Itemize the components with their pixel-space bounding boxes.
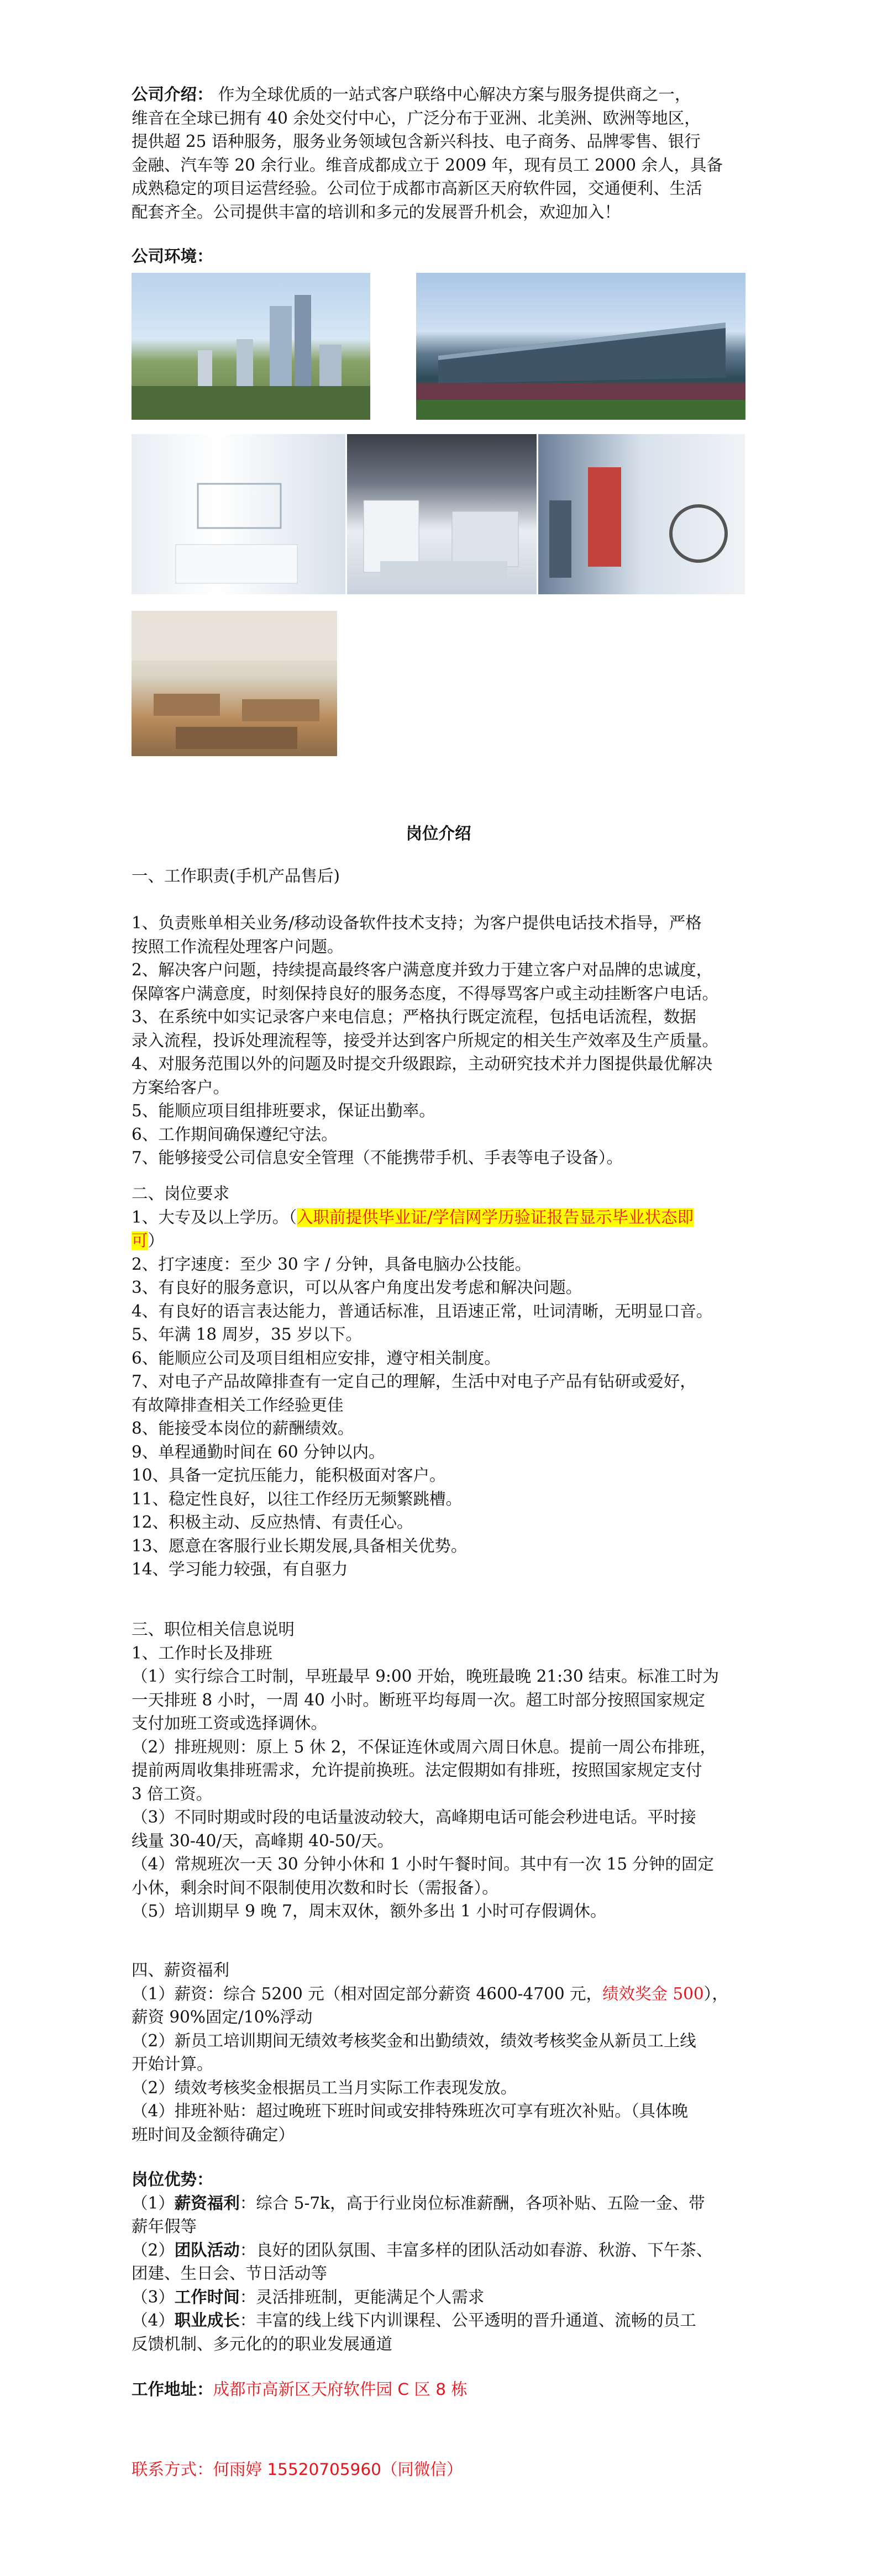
office-room-photo: [347, 434, 537, 594]
section-requirements: 二、岗位要求 1、大专及以上学历。（入职前提供毕业证/学信网学历验证报告显示毕业状态即 可） 2、打字速度：至少 30 字 / 分钟，具备电脑办公技能。 3、有良好的服务意识，可以从客户角度出发考虑和解决问题。 4、有良好的语言表达能力，普通话标准，且语速正常，吐词清晰，无明显口音。 5、年满 18 周岁，35 岁以下。 6、能顺应公司及项目组相应安排，遵守相关制度。 7、对电子产品故障排查有一定自己的理解，生活中对电子产品有钻研或爱好， 有故障排查相关工作经验更佳 8、能接受本岗位的薪酬绩效。 9、单程通勤时间在 60 分钟以内。 10、具备一定抗压能力，能积极面对客户。 11、稳定性良好，以往工作经历无频繁跳槽。 12、积极主动、反应热情、有责任心。 13、愿意在客服行业长期发展,具备相关优势。 14、学习能力较强，有自驱力: [132, 1182, 745, 1581]
contact-phone: 15520705960: [262, 2460, 381, 2479]
address-value: 成都市高新区天府软件园 C 区 8 栋: [213, 2380, 468, 2399]
section-salary: 四、薪资福利 （1）薪资：综合 5200 元（相对固定部分薪资 4600-4700 元，绩效奖金 500）， 薪资 90%固定/10%浮动 （2）新员工培训期间无绩效考核奖金和出勤绩效，绩效考核奖金从新员工上线 开始计算。 （2）绩效考核奖金根据员工当月实际工作表现发放。 （4）排班补贴：超过晚班下班时间或安排特殊班次可享有班次补贴。（具体晚 班时间及金额待确定）: [132, 1959, 745, 2146]
glass-building-photo: [416, 273, 745, 420]
vxi-lobby-photo: [132, 434, 345, 594]
post-title: 岗位介绍: [406, 824, 471, 843]
performance-bonus: 绩效奖金 500: [602, 1984, 704, 2003]
section-heading: 一、工作职责(手机产品售后): [132, 867, 340, 885]
company-intro: 公司介绍： 作为全球优质的一站式客户联络中心解决方案与服务提供商之一， 维音在全球已拥有 40 余处交付中心，广泛分布于亚洲、北美洲、欧洲等地区， 提供超 25 语种服务，服务业务领域包含新兴科技、电子商务、品牌零售、银行 金融、汽车等 20 余行业。维音成都成立于 2009 年，现有员工 2000 余人，具备 成熟稳定的项目运营经验。公司位于成都市高新区天府软件园，交通便利、生活 配套齐全。公司提供丰富的培训和多元的发展晋升机会，欢迎加入！: [132, 85, 723, 221]
gym-photo: [538, 434, 745, 594]
environment-label: 公司环境：: [132, 246, 213, 266]
section-heading: 四、薪资福利: [132, 1961, 230, 1979]
highlighted-requirement: 入职前提供毕业证/学信网学历验证报告显示毕业状态即: [297, 1207, 694, 1227]
section-heading: 岗位优势：: [132, 2169, 213, 2189]
section-advantages: 岗位优势： （1）薪资福利：综合 5-7k，高于行业岗位标准薪酬，各项补贴、五险一金、带 薪年假等 （2）团队活动：良好的团队氛围、丰富多样的团队活动如春游、秋游、下午茶、 团建、生日会、节日活动等 （3）工作时间：灵活排班制，更能满足个人需求 （4）职业成长：丰富的线上线下内训课程、公平透明的晋升通道、流畅的员工 反馈机制、多元化的的职业发展通道: [132, 2168, 745, 2356]
city-towers-photo: [132, 273, 370, 420]
contact-info: 联系方式：何雨婷 15520705960（同微信）: [132, 2460, 463, 2479]
section-job-info: 三、职位相关信息说明 1、工作时长及排班 （1）实行综合工时制，早班最早 9:00 开始，晚班最晚 21:30 结束。标准工时为 一天排班 8 小时，一周 40 小时。断班平均每周一次。超工时部分按照国家规定 支付加班工资或选择调休。 （2）排班规则：原上 5 休 2，不保证连休或周六周日休息。提前一周公布排班， 提前两周收集排班需求，允许提前换班。法定假期如有排班，按照国家规定支付 3 倍工资。 （3）不同时期或时段的电话量波动较大，高峰期电话可能会秒进电话。平时接 线量 30-40/天，高峰期 40-50/天。 （4）常规班次一天 30 分钟小休和 1 小时午餐时间。其中有一次 15 分钟的固定 小休，剩余时间不限制使用次数和时长（需报备）。 （5）培训期早 9 晚 7，周末双休，额外多出 1 小时可存假调休。: [132, 1618, 745, 1923]
contact-name: 何雨婷: [213, 2460, 262, 2479]
section-heading: 三、职位相关信息说明: [132, 1620, 295, 1639]
work-address: 工作地址：成都市高新区天府软件园 C 区 8 栋: [132, 2379, 468, 2399]
section-duties: 一、工作职责(手机产品售后) 1、负责账单相关业务/移动设备软件技术支持；为客户提供电话技术指导，严格 按照工作流程处理客户问题。 2、解决客户问题，持续提高最终客户满意度并致力于建立客户对品牌的忠诚度， 保障客户满意度，时刻保持良好的服务态度，不得辱骂客户或主动挂断客户电话。 3、在系统中如实记录客户来电信息；严格执行既定流程，包括电话流程，数据 录入流程，投诉处理流程等，接受并达到客户所规定的相关生产效率及生产质量。 4、对服务范围以外的问题及时提交升级跟踪，主动研究技术并力图提供最优解决 方案给客户。 5、能顺应项目组排班要求，保证出勤率。 6、工作期间确保遵纪守法。 7、能够接受公司信息安全管理（不能携带手机、手表等电子设备）。: [132, 864, 745, 1170]
canteen-photo: [132, 611, 337, 756]
intro-label: 公司介绍：: [132, 85, 213, 104]
section-heading: 二、岗位要求: [132, 1184, 230, 1203]
